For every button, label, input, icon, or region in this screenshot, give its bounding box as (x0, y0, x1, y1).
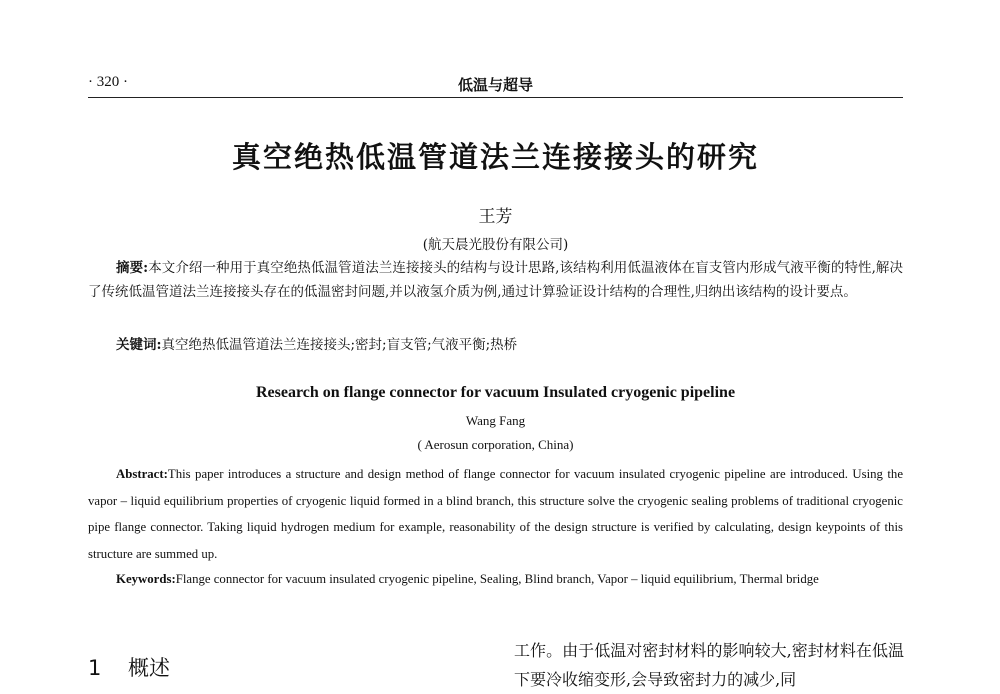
section-number: 1 (88, 656, 102, 680)
keywords-en (88, 566, 903, 592)
keywords-en-text: Flange connector for vacuum insulated cryogenic pipeline, Sealing, Blind branch, Vapor – liquid equilibrium, Thermal bridge (175, 572, 819, 586)
abstract-cn-label: 摘要: (116, 260, 149, 276)
author-name: 王芳 (478, 207, 513, 227)
abstract-cn-text: 本文介绍一种用于真空绝热低温管道法兰连接接头的结构与设计思路,该结构利用低温液体在盲支管内形成气液平衡的特性,解决了传统低温管道法兰连接接头存在的低温密封问题,并以液氢介质为例,通过计算验证设计结构的合理性,归纳出该结构的设计要点。 (88, 260, 903, 300)
abstract-cn (88, 256, 903, 304)
paper-title: 真空绝热低温管道法兰连接接头的研究 (231, 140, 759, 174)
journal-name: 低温与超导 (457, 76, 533, 94)
body-text-right-column: 工作。由于低温对密封材料的影响较大,密封材料在低温下要冷收缩变形,会导致密封力的减少,同 (514, 641, 904, 689)
affiliation: (航天晨光股份有限公司) (422, 237, 569, 253)
section-title: 概述 (128, 656, 170, 680)
keywords-cn-label: 关键词: (116, 337, 162, 353)
abstract-en-text: This paper introduces a structure and design method of flange connector for vacuum insulated cryogenic pipeline are introduced. Using the vapor – liquid equilibrium properties of cryogenic liquid formed in a blind branch, this structure solve the cryogenic sealing problems of traditional cryogenic pipe flange connector. Taking liquid hydrogen medium for example, reasonability of the design structure is verified by calculating, design keypoints of this structure are summed up. (88, 467, 903, 561)
author-name-en: Wang Fang (465, 413, 526, 428)
running-header (88, 72, 903, 96)
affiliation-en: ( Aerosun corporation, China) (417, 437, 574, 452)
page-number: · 320 · (88, 74, 128, 90)
keywords-cn-text: 真空绝热低温管道法兰连接接头;密封;盲支管;气液平衡;热桥 (161, 337, 518, 353)
abstract-en-label: Abstract: (116, 467, 168, 481)
keywords-cn (88, 334, 903, 356)
section-heading (88, 652, 170, 682)
keywords-en-label: Keywords: (116, 572, 176, 586)
paper-title-en: Research on flange connector for vacuum Insulated cryogenic pipeline (255, 384, 736, 401)
abstract-en (88, 461, 903, 567)
header-rule (88, 97, 903, 98)
